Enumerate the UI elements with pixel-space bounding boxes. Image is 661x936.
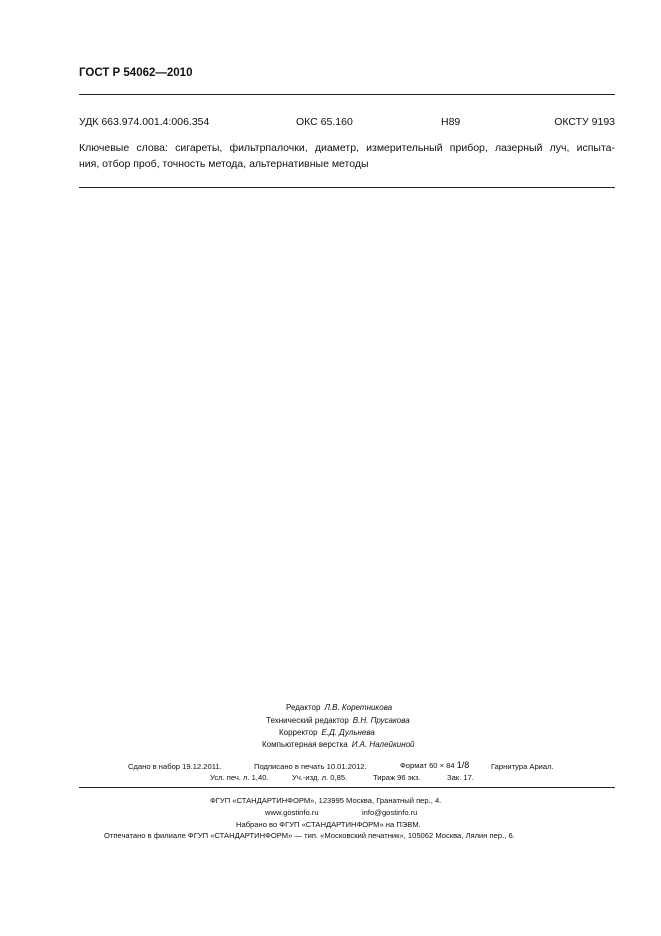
credit-role: Технический редактор <box>266 716 349 725</box>
signed-date: Подписано в печать 10.01.2012. <box>254 762 367 771</box>
credit-tech-editor <box>266 716 410 725</box>
publisher-email: info@gostinfo.ru <box>362 808 418 817</box>
credit-editor <box>286 703 392 712</box>
credit-role: Редактор <box>286 703 321 712</box>
printed-by: Отпечатано в филиале ФГУП «СТАНДАРТИНФОРМ» — тип. «Московский печатник», 105062 Москва, Лялин пер., 6. <box>104 831 515 840</box>
standard-number: ГОСТ Р 54062—2010 <box>79 67 193 79</box>
typeset-date: Сдано в набор 19.12.2011. <box>128 762 222 771</box>
format-size: Формат 60 × 84 <box>400 761 455 770</box>
credit-person: Л.В. Коретникова <box>324 703 393 712</box>
publishing-sheets: Уч.-изд. л. 0,85. <box>292 773 348 782</box>
credit-person: И.А. Налейкиной <box>351 740 415 749</box>
credit-role: Компьютерная верстка <box>262 740 348 749</box>
circulation: Тираж 96 экз. <box>373 773 421 782</box>
print-sheets: Усл. печ. л. 1,40. <box>210 773 269 782</box>
credit-person: Е.Д. Дульнева <box>321 728 375 737</box>
typeface: Гарнитура Ариал. <box>491 762 554 771</box>
publisher-address: ФГУП «СТАНДАРТИНФОРМ», 123995 Москва, Гранатный пер., 4. <box>210 796 442 805</box>
keywords <box>79 140 615 172</box>
imprint-divider <box>79 787 615 788</box>
typeset-by: Набрано во ФГУП «СТАНДАРТИНФОРМ» на ПЭВМ. <box>236 820 421 829</box>
credit-corrector <box>279 728 375 737</box>
oks-code: ОКС 65.160 <box>296 116 353 128</box>
paper-format <box>400 760 469 770</box>
keywords-divider <box>79 187 615 188</box>
okstu-code: ОКСТУ 9193 <box>554 116 615 128</box>
credit-role: Корректор <box>279 728 318 737</box>
group-code: Н89 <box>441 116 461 128</box>
keywords-line-1: Ключевые слова: сигареты, фильтрпалочки, диаметр, измерительный прибор, лазерный луч, испыта- <box>79 142 615 154</box>
publisher-website: www.gostinfo.ru <box>265 808 319 817</box>
order-number: Зак. 17. <box>447 773 474 782</box>
udk-code: УДК 663.974.001.4:006.354 <box>79 116 210 128</box>
format-fraction: 1/8 <box>456 760 470 770</box>
keywords-line-2: ния, отбор проб, точность метода, альтернативные методы <box>79 158 369 170</box>
credit-person: В.Н. Прусакова <box>352 716 410 725</box>
credit-layout <box>262 740 415 749</box>
top-divider <box>79 94 615 95</box>
